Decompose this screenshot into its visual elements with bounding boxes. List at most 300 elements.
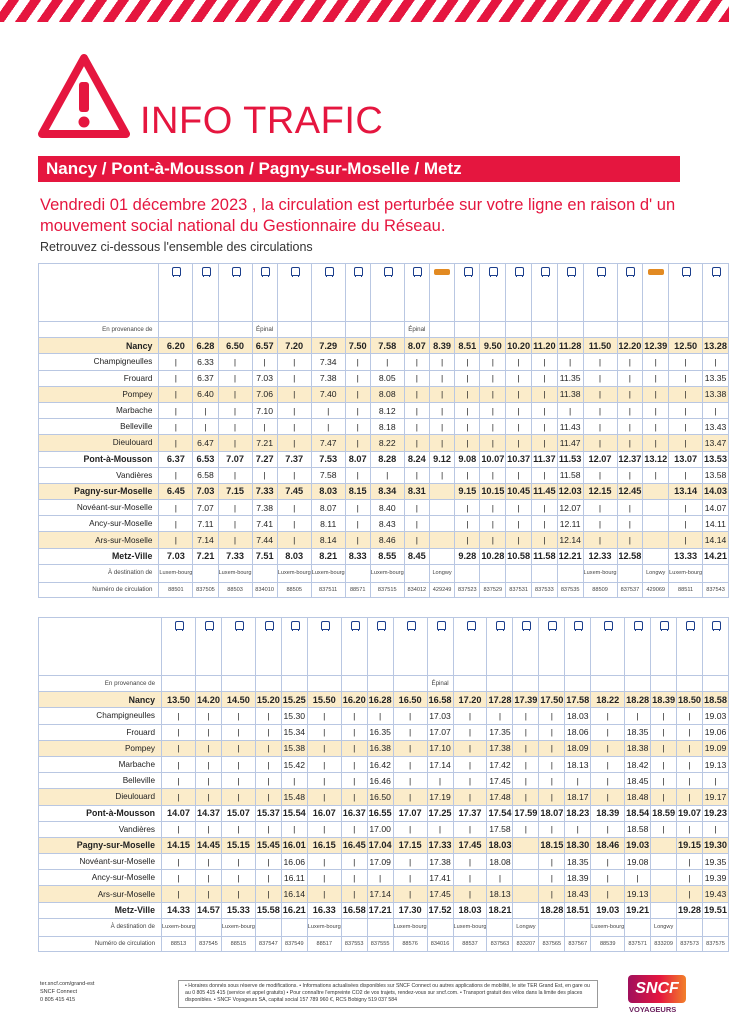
time-cell: | xyxy=(221,854,255,870)
time-cell: 8.40 xyxy=(370,500,404,516)
time-cell: 16.50 xyxy=(367,789,393,805)
time-cell: 6.28 xyxy=(193,338,218,354)
time-cell: 11.58 xyxy=(557,467,583,483)
time-cell: 9.12 xyxy=(429,451,454,467)
footer-contact xyxy=(40,980,94,1004)
time-cell: | xyxy=(277,402,311,418)
time-cell: | xyxy=(669,386,703,402)
time-cell: 18.03 xyxy=(565,708,591,724)
time-cell: | xyxy=(159,386,193,402)
time-cell: | xyxy=(218,386,252,402)
time-cell: | xyxy=(625,870,651,886)
time-cell: | xyxy=(703,821,729,837)
station-name: Nancy xyxy=(39,338,159,354)
time-cell: 11.45 xyxy=(532,483,558,499)
time-cell: 15.45 xyxy=(255,837,281,853)
station-name: Novéant-sur-Moselle xyxy=(39,500,159,516)
station-name: Pompey xyxy=(39,386,159,402)
time-cell: | xyxy=(703,773,729,789)
time-cell: | xyxy=(218,532,252,548)
time-cell: | xyxy=(255,821,281,837)
train-icon xyxy=(412,267,421,277)
time-cell: 7.15 xyxy=(218,483,252,499)
time-cell: | xyxy=(195,708,221,724)
mode-cell xyxy=(195,618,221,676)
train-number-cell: 429249 xyxy=(429,582,454,597)
time-cell: 18.23 xyxy=(565,805,591,821)
mode-cell xyxy=(677,618,703,676)
time-cell: 8.03 xyxy=(277,548,311,564)
train-icon xyxy=(521,621,530,631)
time-cell: | xyxy=(218,370,252,386)
provenance-cell xyxy=(506,322,532,338)
time-cell: | xyxy=(565,821,591,837)
time-cell: | xyxy=(532,354,558,370)
time-cell: 10.15 xyxy=(480,483,506,499)
station-row xyxy=(39,854,729,870)
time-cell: 12.07 xyxy=(583,451,617,467)
time-cell: 6.53 xyxy=(193,451,218,467)
provenance-cell xyxy=(162,676,196,692)
time-cell: | xyxy=(393,870,427,886)
time-cell: 14.57 xyxy=(195,902,221,918)
time-cell: | xyxy=(307,821,341,837)
mode-cell xyxy=(307,618,341,676)
train-number-label: Numéro de circulation xyxy=(39,582,159,597)
time-cell: 8.08 xyxy=(370,386,404,402)
station-row xyxy=(39,870,729,886)
footer-website[interactable]: ter.sncf.com/grand-est xyxy=(40,981,95,987)
time-cell: 16.33 xyxy=(307,902,341,918)
time-cell: | xyxy=(539,854,565,870)
time-cell: | xyxy=(218,467,252,483)
station-name: Ars-sur-Moselle xyxy=(39,886,162,902)
time-cell xyxy=(513,902,539,918)
time-cell: | xyxy=(591,789,625,805)
time-cell: 14.33 xyxy=(162,902,196,918)
time-cell: 16.55 xyxy=(367,805,393,821)
time-cell: 18.07 xyxy=(539,805,565,821)
time-cell: | xyxy=(345,467,370,483)
time-cell: 12.15 xyxy=(583,483,617,499)
mode-cell xyxy=(703,264,729,322)
time-cell: | xyxy=(532,419,558,435)
time-cell: | xyxy=(195,756,221,772)
time-cell: 7.33 xyxy=(252,483,277,499)
train-number-cell: 837529 xyxy=(480,582,506,597)
time-cell: | xyxy=(255,886,281,902)
time-cell: | xyxy=(252,354,277,370)
time-cell: 12.21 xyxy=(557,548,583,564)
train-icon xyxy=(320,621,329,631)
provenance-cell xyxy=(195,676,221,692)
time-cell: | xyxy=(341,854,367,870)
time-cell: 15.50 xyxy=(307,692,341,708)
time-cell: 14.21 xyxy=(703,548,729,564)
sncf-logo-subtitle: VOYAGEURS xyxy=(629,1005,677,1014)
station-row xyxy=(39,338,729,354)
time-cell: | xyxy=(583,386,617,402)
time-cell: | xyxy=(669,402,703,418)
time-cell: 18.21 xyxy=(487,902,513,918)
provenance-cell xyxy=(557,322,583,338)
mode-row xyxy=(39,618,729,676)
time-cell: | xyxy=(345,419,370,435)
train-icon xyxy=(514,267,523,277)
time-cell: 18.45 xyxy=(625,773,651,789)
time-cell: 7.20 xyxy=(277,338,311,354)
time-cell: | xyxy=(221,870,255,886)
time-cell: | xyxy=(677,708,703,724)
time-cell: 17.48 xyxy=(487,789,513,805)
time-cell: | xyxy=(393,740,427,756)
time-cell: | xyxy=(370,354,404,370)
time-cell: 19.30 xyxy=(703,837,729,853)
mode-cell xyxy=(532,264,558,322)
time-cell: 12.58 xyxy=(617,548,643,564)
mode-cell xyxy=(221,618,255,676)
time-cell: | xyxy=(159,516,193,532)
provenance-label: En provenance de xyxy=(39,322,159,338)
time-cell: | xyxy=(480,467,506,483)
mode-cell xyxy=(370,264,404,322)
time-cell: 19.39 xyxy=(703,870,729,886)
time-cell: | xyxy=(480,419,506,435)
time-cell: 16.45 xyxy=(341,837,367,853)
time-cell: 17.35 xyxy=(487,724,513,740)
time-cell: 14.37 xyxy=(195,805,221,821)
time-cell: 14.11 xyxy=(703,516,729,532)
time-cell: | xyxy=(404,386,429,402)
time-cell: 18.13 xyxy=(487,886,513,902)
destination-row xyxy=(39,918,729,936)
time-cell: 18.38 xyxy=(625,740,651,756)
train-icon xyxy=(466,621,475,631)
time-cell: 7.33 xyxy=(218,548,252,564)
train-icon xyxy=(406,621,415,631)
train-icon xyxy=(625,267,634,277)
time-cell: | xyxy=(404,435,429,451)
time-cell: | xyxy=(617,354,643,370)
time-cell: 19.09 xyxy=(703,740,729,756)
time-cell: 7.03 xyxy=(193,483,218,499)
time-cell: | xyxy=(651,821,677,837)
mode-cell xyxy=(565,618,591,676)
time-cell: 18.58 xyxy=(703,692,729,708)
time-cell: | xyxy=(393,756,427,772)
time-cell: 16.42 xyxy=(367,756,393,772)
station-row xyxy=(39,805,729,821)
train-icon xyxy=(463,267,472,277)
time-cell: 15.15 xyxy=(221,837,255,853)
time-cell: | xyxy=(345,386,370,402)
time-cell: 17.38 xyxy=(487,740,513,756)
train-icon xyxy=(573,621,582,631)
time-cell: | xyxy=(532,435,558,451)
time-cell: | xyxy=(506,386,532,402)
time-cell: 6.58 xyxy=(193,467,218,483)
train-number-cell: 833207 xyxy=(513,936,539,951)
time-cell: 17.50 xyxy=(539,692,565,708)
time-cell: | xyxy=(455,516,480,532)
time-cell: | xyxy=(591,773,625,789)
station-row xyxy=(39,837,729,853)
time-cell: 19.15 xyxy=(677,837,703,853)
time-cell: | xyxy=(669,370,703,386)
time-cell xyxy=(513,837,539,853)
time-cell: | xyxy=(341,756,367,772)
time-cell: 17.39 xyxy=(513,692,539,708)
destination-cell xyxy=(345,564,370,582)
time-cell: 7.47 xyxy=(311,435,345,451)
station-name: Marbache xyxy=(39,402,159,418)
time-cell: | xyxy=(218,435,252,451)
station-name: Pompey xyxy=(39,740,162,756)
time-cell: | xyxy=(218,354,252,370)
time-cell: | xyxy=(221,740,255,756)
destination-cell: Longwy xyxy=(429,564,454,582)
train-number-cell: 837575 xyxy=(703,936,729,951)
time-cell: 12.45 xyxy=(617,483,643,499)
destination-cell: Luxem-bourg xyxy=(453,918,487,936)
time-cell: 8.11 xyxy=(311,516,345,532)
timetable-afternoon xyxy=(38,617,729,952)
time-cell: 13.43 xyxy=(703,419,729,435)
train-number-cell: 88503 xyxy=(218,582,252,597)
time-cell: 6.57 xyxy=(252,338,277,354)
bus-icon xyxy=(648,267,664,277)
time-cell: 16.35 xyxy=(367,724,393,740)
time-cell: 13.28 xyxy=(703,338,729,354)
time-cell: | xyxy=(252,419,277,435)
station-name: Champigneulles xyxy=(39,708,162,724)
time-cell: 13.38 xyxy=(703,386,729,402)
time-cell: 16.06 xyxy=(281,854,307,870)
time-cell: | xyxy=(532,516,558,532)
time-cell: | xyxy=(506,516,532,532)
time-cell: 11.37 xyxy=(532,451,558,467)
time-cell: 7.07 xyxy=(218,451,252,467)
mode-cell xyxy=(625,618,651,676)
time-cell: | xyxy=(393,854,427,870)
time-cell: | xyxy=(669,532,703,548)
time-cell: 16.14 xyxy=(281,886,307,902)
train-number-cell: 837535 xyxy=(557,582,583,597)
destination-cell: Luxem-bourg xyxy=(591,918,625,936)
time-cell: | xyxy=(429,402,454,418)
time-cell: 16.11 xyxy=(281,870,307,886)
time-cell: 8.31 xyxy=(404,483,429,499)
time-cell: 19.03 xyxy=(591,902,625,918)
time-cell: 15.37 xyxy=(255,805,281,821)
time-cell: | xyxy=(341,789,367,805)
time-cell: | xyxy=(591,756,625,772)
time-cell: 18.35 xyxy=(565,854,591,870)
time-cell: 14.14 xyxy=(703,532,729,548)
time-cell: | xyxy=(643,354,669,370)
time-cell: 11.20 xyxy=(532,338,558,354)
destination-cell: Luxem-bourg xyxy=(159,564,193,582)
time-cell: | xyxy=(307,854,341,870)
provenance-cell xyxy=(221,676,255,692)
time-cell: | xyxy=(455,370,480,386)
destination-cell xyxy=(404,564,429,582)
mode-cell xyxy=(513,618,539,676)
time-cell: 12.14 xyxy=(557,532,583,548)
time-cell: | xyxy=(345,354,370,370)
time-cell: 19.13 xyxy=(625,886,651,902)
time-cell: 8.21 xyxy=(311,548,345,564)
train-icon xyxy=(234,621,243,631)
destination-cell xyxy=(557,564,583,582)
destination-label: À destination de xyxy=(39,918,162,936)
station-name: Metz-Ville xyxy=(39,902,162,918)
time-cell: 18.13 xyxy=(565,756,591,772)
mode-cell xyxy=(218,264,252,322)
mode-cell xyxy=(557,264,583,322)
time-cell: 17.28 xyxy=(487,692,513,708)
time-cell: 19.07 xyxy=(677,805,703,821)
time-cell: | xyxy=(311,419,345,435)
time-cell: 8.46 xyxy=(370,532,404,548)
disruption-message: Vendredi 01 décembre 2023 , la circulation est perturbée sur votre ligne en raison d' un mouvement social national du Gestionnaire du Réseau. xyxy=(40,196,676,235)
time-cell: | xyxy=(583,354,617,370)
time-cell: 17.42 xyxy=(487,756,513,772)
time-cell: | xyxy=(345,435,370,451)
time-cell: | xyxy=(455,500,480,516)
time-cell: | xyxy=(277,370,311,386)
time-cell: 17.58 xyxy=(487,821,513,837)
time-cell: | xyxy=(617,532,643,548)
time-cell: | xyxy=(557,354,583,370)
train-number-row xyxy=(39,582,729,597)
mode-cell xyxy=(404,264,429,322)
time-cell: | xyxy=(591,821,625,837)
time-cell: | xyxy=(453,886,487,902)
time-cell: | xyxy=(506,402,532,418)
provenance-cell xyxy=(487,676,513,692)
time-cell: | xyxy=(195,740,221,756)
time-cell: | xyxy=(669,419,703,435)
station-row xyxy=(39,708,729,724)
destination-cell xyxy=(193,564,218,582)
time-cell: | xyxy=(404,500,429,516)
mode-cell xyxy=(393,618,427,676)
top-stripe-band xyxy=(0,0,729,22)
provenance-cell: Épinal xyxy=(404,322,429,338)
time-cell: | xyxy=(159,467,193,483)
time-cell: 18.42 xyxy=(625,756,651,772)
destination-cell: Luxem-bourg xyxy=(583,564,617,582)
time-cell: | xyxy=(480,516,506,532)
train-number-cell: 837531 xyxy=(506,582,532,597)
time-cell: | xyxy=(429,386,454,402)
time-cell: 8.24 xyxy=(404,451,429,467)
time-cell: | xyxy=(669,435,703,451)
provenance-cell xyxy=(703,322,729,338)
time-cell: 19.03 xyxy=(625,837,651,853)
time-cell: | xyxy=(307,870,341,886)
station-row xyxy=(39,467,729,483)
time-cell xyxy=(643,500,669,516)
time-cell: | xyxy=(307,886,341,902)
station-name: Ancy-sur-Moselle xyxy=(39,516,159,532)
station-row xyxy=(39,724,729,740)
time-cell: 18.43 xyxy=(565,886,591,902)
train-number-cell: 837515 xyxy=(370,582,404,597)
time-cell: | xyxy=(643,467,669,483)
station-row xyxy=(39,354,729,370)
train-icon xyxy=(376,621,385,631)
time-cell xyxy=(513,854,539,870)
time-cell: 6.45 xyxy=(159,483,193,499)
time-cell: 8.12 xyxy=(370,402,404,418)
time-cell: | xyxy=(455,419,480,435)
mode-cell xyxy=(651,618,677,676)
time-cell: | xyxy=(677,740,703,756)
station-name: Frouard xyxy=(39,724,162,740)
train-number-cell: 833209 xyxy=(651,936,677,951)
mode-cell xyxy=(539,618,565,676)
time-cell: 7.21 xyxy=(193,548,218,564)
time-cell: | xyxy=(311,402,345,418)
time-cell: | xyxy=(307,740,341,756)
time-cell: | xyxy=(506,467,532,483)
time-cell: | xyxy=(341,821,367,837)
station-name: Vandières xyxy=(39,467,159,483)
time-cell: | xyxy=(583,370,617,386)
provenance-cell xyxy=(651,676,677,692)
time-cell: 13.12 xyxy=(643,451,669,467)
time-cell: 8.45 xyxy=(404,548,429,564)
time-cell: 12.20 xyxy=(617,338,643,354)
time-cell: 14.15 xyxy=(162,837,196,853)
train-number-cell: 837565 xyxy=(539,936,565,951)
time-cell: 8.07 xyxy=(345,451,370,467)
time-cell: 18.06 xyxy=(565,724,591,740)
time-cell: 17.54 xyxy=(487,805,513,821)
time-cell: | xyxy=(583,500,617,516)
time-cell: 7.51 xyxy=(252,548,277,564)
time-cell: | xyxy=(453,756,487,772)
time-cell: | xyxy=(669,354,703,370)
time-cell: | xyxy=(159,370,193,386)
station-row xyxy=(39,419,729,435)
time-cell: | xyxy=(453,821,487,837)
time-cell: 8.28 xyxy=(370,451,404,467)
time-cell: 17.30 xyxy=(393,902,427,918)
station-name: Pont-à-Mousson xyxy=(39,451,159,467)
time-cell: | xyxy=(453,740,487,756)
time-cell: | xyxy=(455,435,480,451)
station-row xyxy=(39,451,729,467)
mode-cell xyxy=(455,264,480,322)
time-cell xyxy=(651,886,677,902)
time-cell: 8.03 xyxy=(311,483,345,499)
time-cell: | xyxy=(480,370,506,386)
train-icon xyxy=(681,267,690,277)
provenance-cell xyxy=(455,322,480,338)
time-cell: 16.21 xyxy=(281,902,307,918)
mode-cell xyxy=(583,264,617,322)
time-cell: 8.05 xyxy=(370,370,404,386)
time-cell: | xyxy=(195,821,221,837)
time-cell: | xyxy=(513,821,539,837)
time-cell: 16.50 xyxy=(393,692,427,708)
provenance-cell xyxy=(367,676,393,692)
time-cell: | xyxy=(591,740,625,756)
time-cell: 17.37 xyxy=(453,805,487,821)
